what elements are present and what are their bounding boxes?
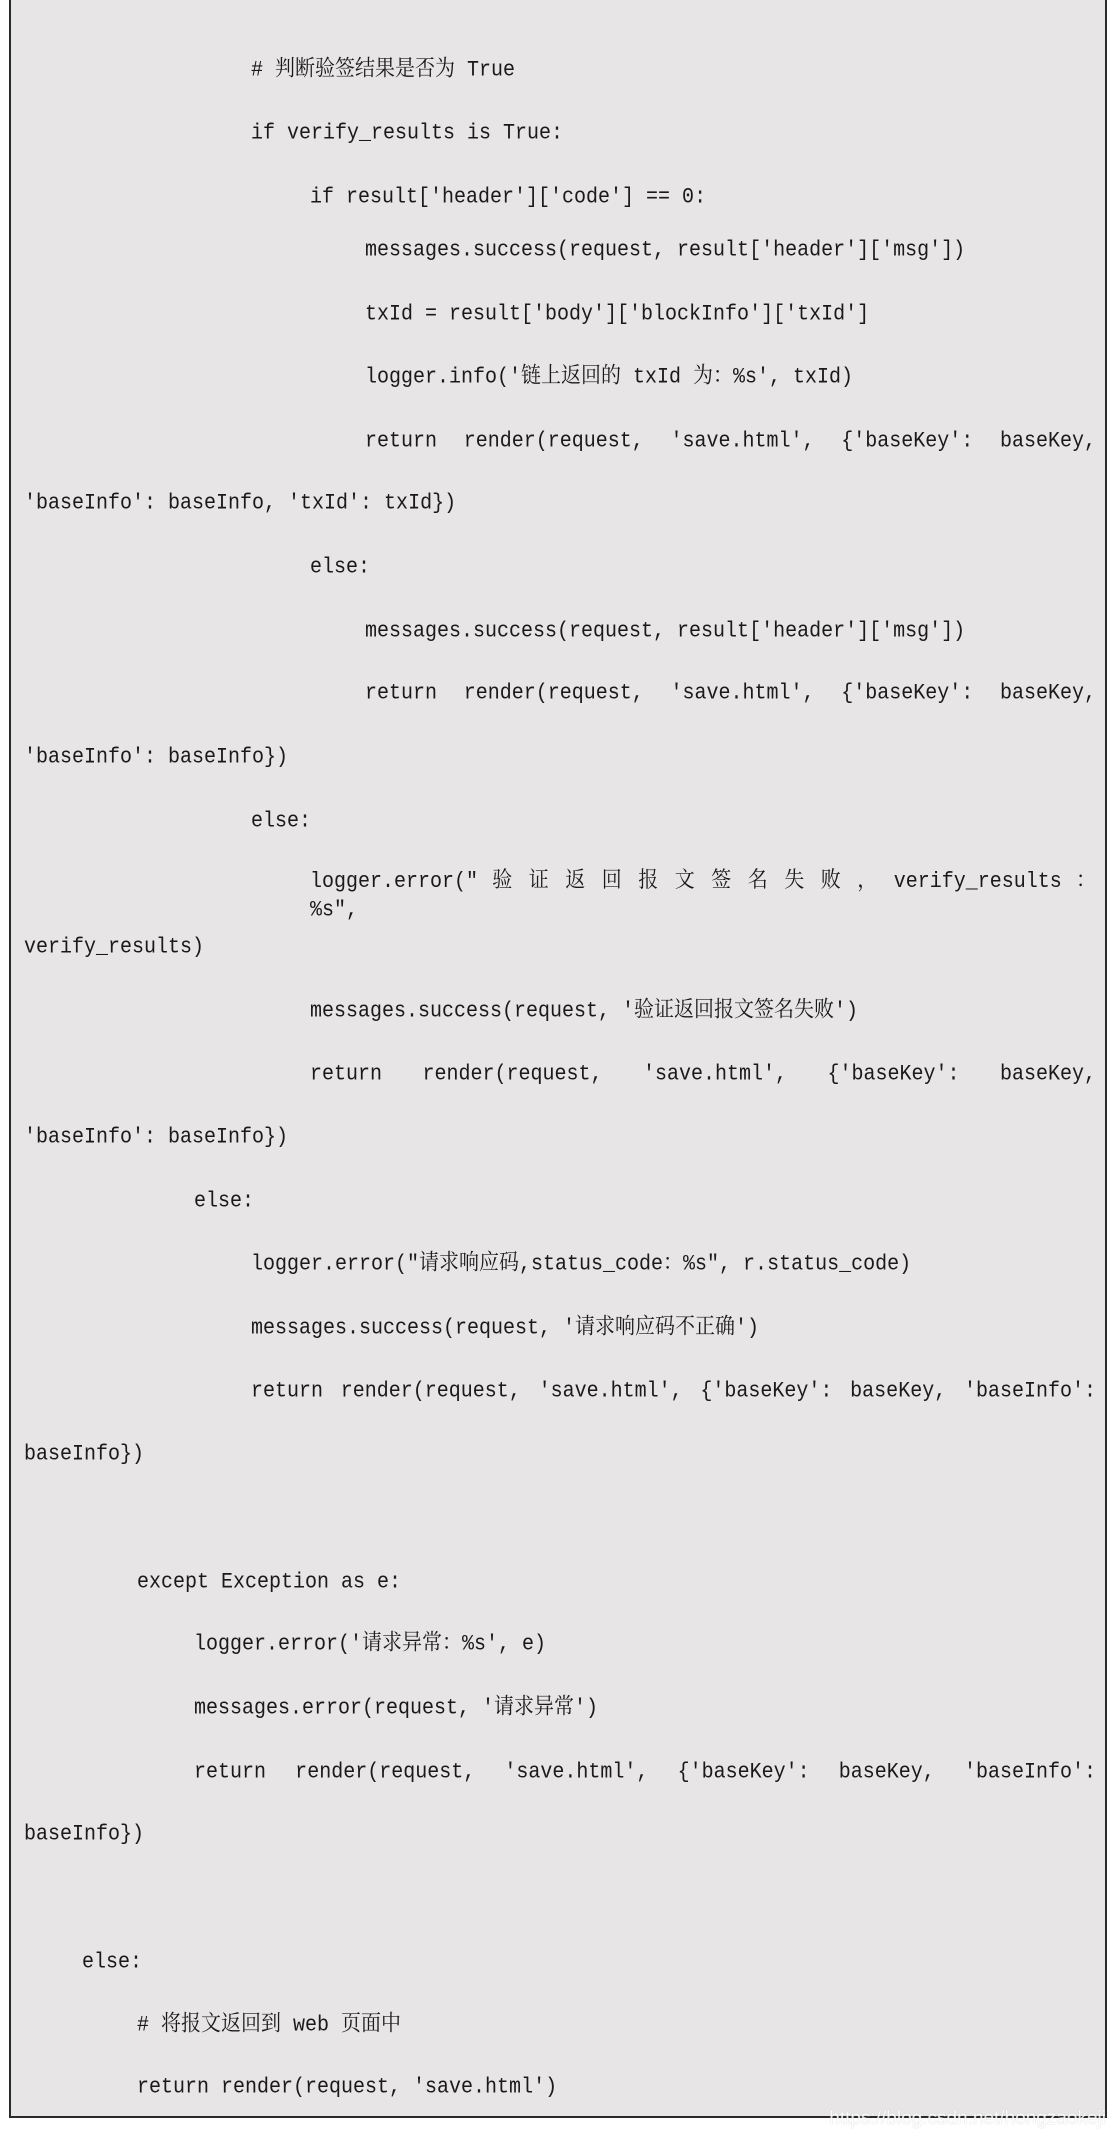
code-line: else:: [194, 1188, 255, 1215]
code-line: baseInfo}): [24, 1821, 145, 1848]
code-line: return render(request, 'save.html', {'baseKey': baseKey,: [365, 680, 1096, 707]
code-line: # 判断验签结果是否为 True: [251, 57, 516, 84]
code-line: baseInfo}): [24, 1441, 145, 1468]
code-line: messages.success(request, '验证返回报文签名失败'): [310, 998, 859, 1025]
code-line: except Exception as e:: [137, 1569, 402, 1596]
watermark: https://blog.csdn.net/hongzaokeji: [829, 2108, 1106, 2129]
code-line: return render(request, 'save.html'): [137, 2074, 558, 2101]
code-line: if result['header']['code'] == 0:: [310, 184, 707, 211]
code-line: # 将报文返回到 web 页面中: [137, 2012, 402, 2039]
code-line: txId = result['body']['blockInfo']['txId']: [365, 301, 870, 328]
code-line: logger.error(" 验 证 返 回 报 文 签 名 失 败 ， verify_results ： %s",: [310, 869, 1096, 924]
code-line: messages.success(request, result['header']['msg']): [365, 618, 966, 645]
code-line: return render(request, 'save.html', {'baseKey': baseKey,: [310, 1061, 1096, 1088]
code-line: logger.error('请求异常：%s', e): [194, 1631, 547, 1658]
code-line: logger.info('链上返回的 txId 为：%s', txId): [365, 364, 854, 391]
code-line: messages.success(request, '请求响应码不正确'): [251, 1315, 760, 1342]
code-line: else:: [82, 1949, 143, 1976]
code-line: 'baseInfo': baseInfo, 'txId': txId}): [24, 490, 457, 517]
code-line: messages.success(request, result['header']['msg']): [365, 237, 966, 264]
code-line: verify_results): [24, 934, 205, 961]
code-line: 'baseInfo': baseInfo}): [24, 1124, 289, 1151]
code-line: logger.error("请求响应码,status_code：%s", r.status_code): [251, 1251, 912, 1278]
code-line: messages.error(request, '请求异常'): [194, 1695, 599, 1722]
code-line: else:: [310, 554, 371, 581]
code-line: if verify_results is True:: [251, 120, 564, 147]
code-line: return render(request, 'save.html', {'baseKey': baseKey, 'baseInfo':: [251, 1378, 1096, 1405]
code-line: return render(request, 'save.html', {'baseKey': baseKey, 'baseInfo':: [194, 1759, 1096, 1786]
code-line: 'baseInfo': baseInfo}): [24, 744, 289, 771]
code-line: return render(request, 'save.html', {'baseKey': baseKey,: [365, 428, 1096, 455]
code-line: else:: [251, 808, 312, 835]
